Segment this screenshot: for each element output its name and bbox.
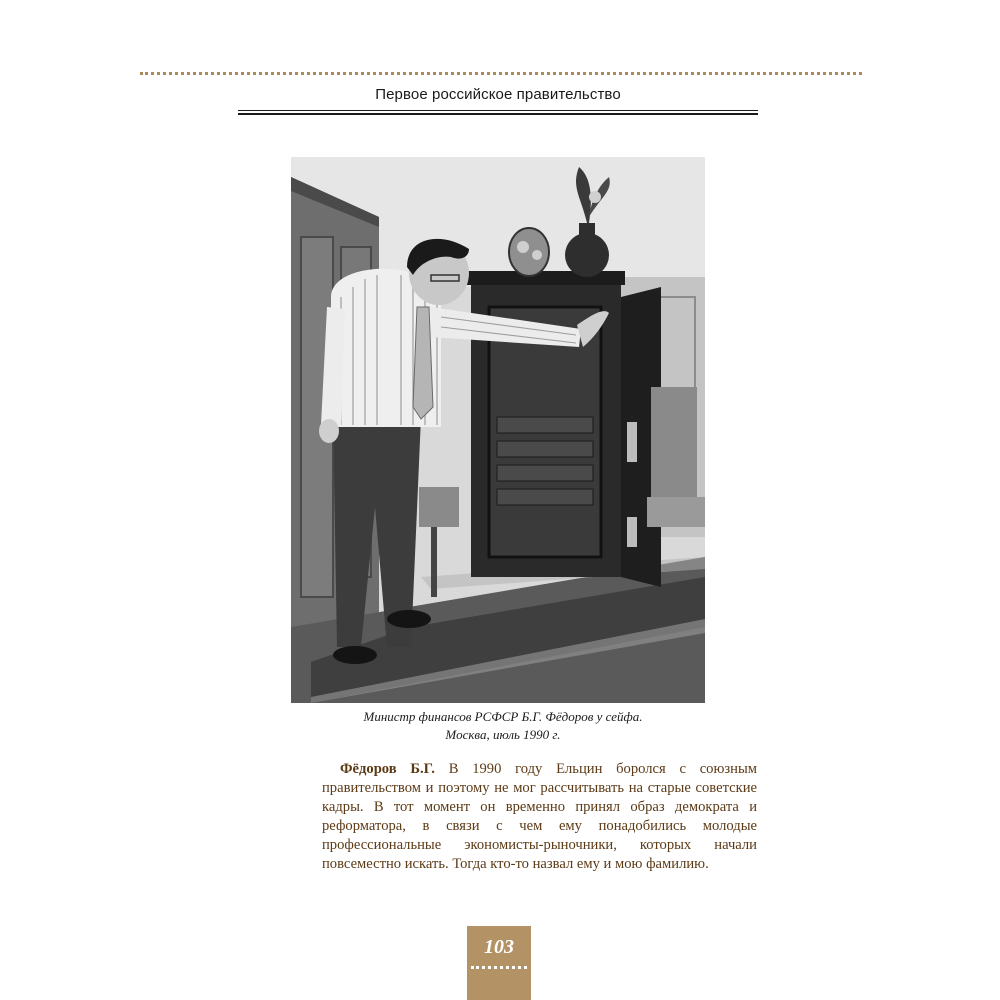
header-rule-thin (238, 110, 758, 111)
page-number-tab (467, 926, 531, 1000)
page-number: 103 (484, 936, 514, 958)
paragraph-text: В 1990 году Ельцин боролся с союзным правительством и поэтому не мог рассчитывать на старые советские кадры. В тот момент он временно принял образ демократа и реформатора, в связи с чем ему понадобились молодые профессиональные экономисты-рыночники, которых начали повсеместно искать. Тогда кто-то назвал ему и мою фамилию. (322, 761, 757, 872)
caption-line-1: Министр финансов РСФСР Б.Г. Фёдоров у сейфа. (363, 709, 643, 724)
running-title: Первое российское правительство (375, 86, 621, 103)
page-tab-dotted-rule (471, 966, 527, 969)
top-dotted-rule (140, 72, 862, 75)
photo-fedorov-at-safe (291, 157, 705, 703)
photo-caption (291, 708, 715, 744)
body-paragraph (322, 760, 757, 874)
header-rule-thick (238, 113, 758, 115)
speaker-name: Фёдоров Б.Г. (340, 761, 435, 777)
caption-line-2: Москва, июль 1990 г. (445, 727, 561, 742)
